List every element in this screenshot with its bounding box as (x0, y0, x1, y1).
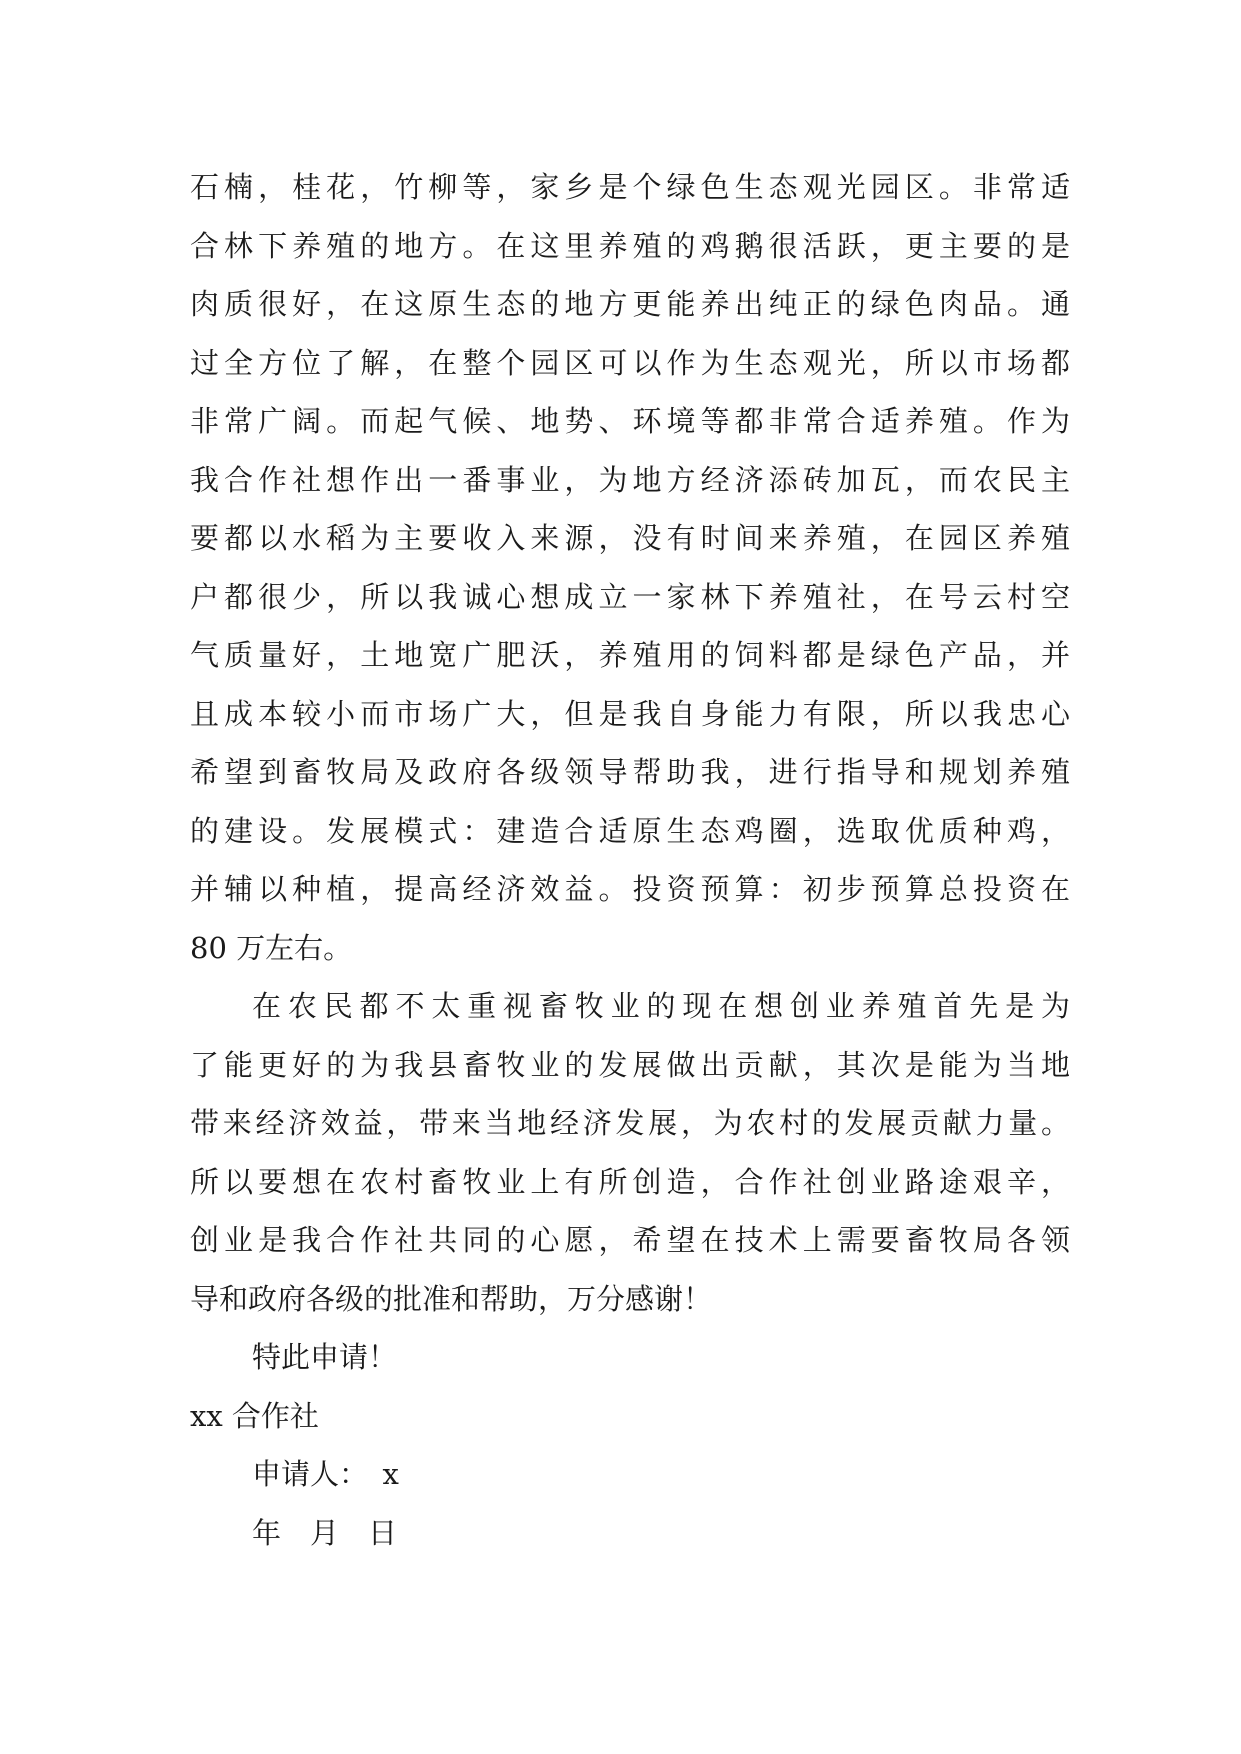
text-line: 带来经济效益，带来当地经济发展，为农村的发展贡献力量。 (190, 1106, 1070, 1140)
paragraph-2 (190, 977, 1070, 1328)
text-line: 80 万左右。 (190, 930, 353, 965)
text-line: 导和政府各级的批准和帮助，万分感谢！ (190, 1281, 713, 1316)
applicant-line: 申请人： x (252, 1457, 399, 1491)
text-line: 非常广阔。而起气候、地势、环境等都非常合适养殖。作为 (190, 404, 1070, 438)
date-line: 年 月 日 (252, 1515, 398, 1550)
text-line: 希望到畜牧局及政府各级领导帮助我，进行指导和规划养殖 (190, 755, 1070, 789)
text-line: 所以要想在农村畜牧业上有所创造，合作社创业路途艰辛， (190, 1164, 1070, 1199)
text-line: 合林下养殖的地方。在这里养殖的鸡鹅很活跃，更主要的是 (190, 228, 1070, 263)
text-line: 肉质很好，在这原生态的地方更能养出纯正的绿色肉品。通 (190, 287, 1070, 321)
closing-phrase: 特此申请！ (252, 1340, 398, 1374)
text-line: 且成本较小而市场广大，但是我自身能力有限，所以我忠心 (190, 696, 1070, 731)
text-line: 创业是我合作社共同的心愿，希望在技术上需要畜牧局各领 (190, 1223, 1070, 1257)
text-line: 在农民都不太重视畜牧业的现在想创业养殖首先是为 (252, 989, 1070, 1023)
text-line: 户都很少，所以我诚心想成立一家林下养殖社，在号云村空 (190, 579, 1070, 614)
text-line: 的建设。发展模式：建造合适原生态鸡圈，选取优质种鸡， (190, 813, 1070, 848)
paragraph-1 (190, 158, 1070, 977)
letter-body (190, 158, 1070, 1562)
text-line: 过全方位了解，在整个园区可以作为生态观光，所以市场都 (190, 345, 1070, 380)
text-line: 并辅以种植，提高经济效益。投资预算：初步预算总投资在 (190, 872, 1070, 906)
text-line: 石楠，桂花，竹柳等，家乡是个绿色生态观光园区。非常适 (190, 170, 1070, 204)
organization-name: xx 合作社 (190, 1398, 319, 1433)
text-line: 气质量好，土地宽广肥沃，养殖用的饲料都是绿色产品，并 (190, 638, 1070, 672)
text-line: 要都以水稻为主要收入来源，没有时间来养殖，在园区养殖 (190, 521, 1070, 555)
text-line: 我合作社想作出一番事业，为地方经济添砖加瓦，而农民主 (190, 462, 1070, 497)
text-line: 了能更好的为我县畜牧业的发展做出贡献，其次是能为当地 (190, 1047, 1070, 1082)
